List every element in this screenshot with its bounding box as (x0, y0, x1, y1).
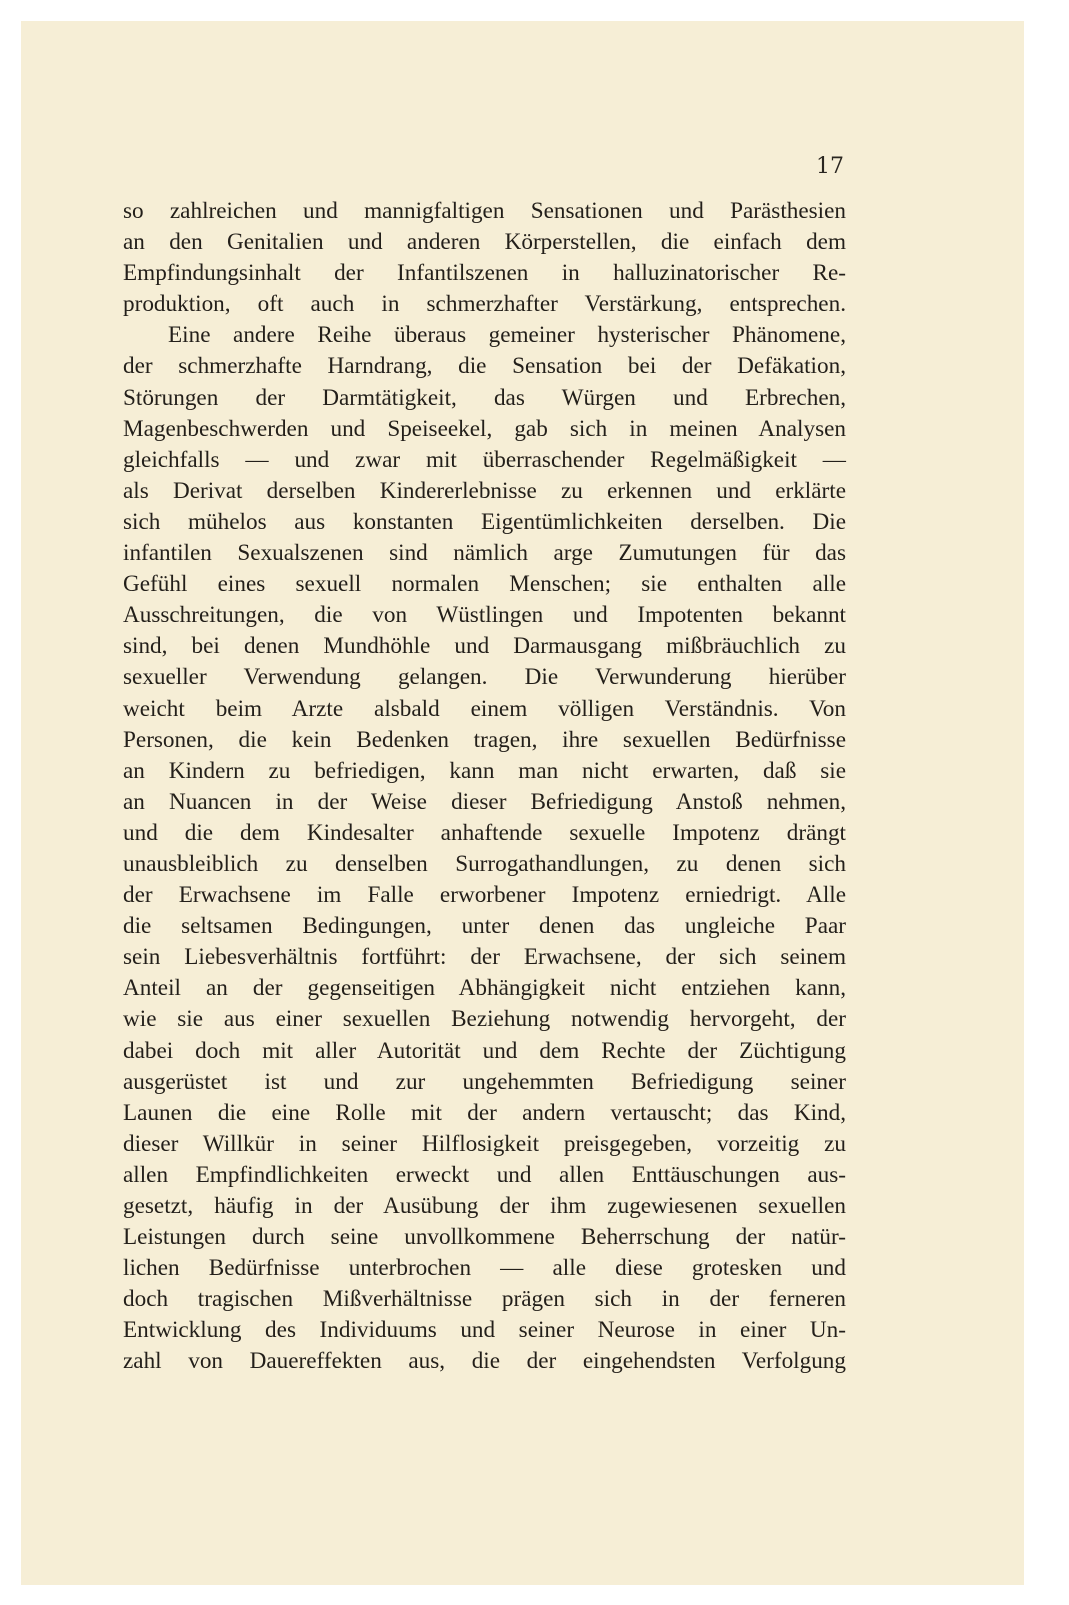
text-line: so zahlreichen und mannigfaltigen Sensationen und Parästhesien (123, 198, 846, 224)
text-line: allen Empfindlichkeiten erweckt und allen Enttäuschungen aus- (123, 1161, 846, 1188)
text-line: an Kindern zu befriedigen, kann man nicht erwarten, daß sie (123, 757, 846, 784)
text-line: Störungen der Darmtätigkeit, das Würgen und Erbrechen, (123, 384, 846, 411)
text-line: unausbleiblich zu denselben Surrogathandlungen, zu denen sich (123, 850, 846, 877)
text-line: sich mühelos aus konstanten Eigentümlichkeiten derselben. Die (123, 508, 846, 535)
text-line: Launen die eine Rolle mit der andern vertauscht; das Kind, (123, 1099, 846, 1126)
text-line: gleichfalls — und zwar mit überraschender Regelmäßigkeit — (123, 446, 846, 473)
text-line: Empfindungsinhalt der Infantilszenen in halluzinatorischer Re- (123, 260, 846, 287)
text-line: Magenbeschwerden und Speiseekel, gab sich in meinen Analysen (123, 415, 846, 442)
text-line: sind, bei denen Mundhöhle und Darmausgang mißbräuchlich zu (123, 633, 846, 660)
text-line: Entwicklung des Individuums und seiner Neurose in einer Un- (123, 1317, 846, 1344)
text-line: dieser Willkür in seiner Hilflosigkeit preisgegeben, vorzeitig zu (123, 1130, 846, 1157)
text-line: wie sie aus einer sexuellen Beziehung notwendig hervorgeht, der (123, 1006, 846, 1033)
text-line: Leistungen durch seine unvollkommene Beherrschung der natür- (123, 1224, 846, 1251)
text-line: der schmerzhafte Harndrang, die Sensation bei der Defäkation, (123, 353, 846, 380)
text-line: an den Genitalien und anderen Körperstellen, die einfach dem (123, 229, 846, 256)
text-line: doch tragischen Mißverhältnisse prägen sich in der ferneren (123, 1286, 846, 1313)
text-line: und die dem Kindesalter anhaftende sexuelle Impotenz drängt (123, 819, 846, 846)
text-line: dabei doch mit aller Autorität und dem Rechte der Züchtigung (123, 1037, 846, 1064)
text-line: gesetzt, häufig in der Ausübung der ihm zugewiesenen sexuellen (123, 1193, 846, 1219)
text-line: lichen Bedürfnisse unterbrochen — alle diese grotesken und (123, 1255, 846, 1282)
text-line: produktion, oft auch in schmerzhafter Verstärkung, entsprechen. (123, 291, 846, 318)
text-line: ausgerüstet ist und zur ungehemmten Befriedigung seiner (123, 1068, 846, 1095)
text-line: infantilen Sexualszenen sind nämlich arge Zumutungen für das (123, 540, 846, 567)
text-line: der Erwachsene im Falle erworbener Impotenz erniedrigt. Alle (123, 882, 846, 909)
text-line: sein Liebesverhältnis fortführt: der Erwachsene, der sich seinem (123, 944, 846, 971)
text-line: als Derivat derselben Kindererlebnisse zu erkennen und erklärte (123, 477, 846, 504)
text-line: Anteil an der gegenseitigen Abhängigkeit nicht entziehen kann, (123, 975, 846, 1002)
page-number: 17 (816, 154, 844, 179)
text-line: Ausschreitungen, die von Wüstlingen und Impotenten bekannt (123, 602, 846, 629)
text-line: Eine andere Reihe überaus gemeiner hysterischer Phänomene, (168, 322, 846, 349)
text-line: die seltsamen Bedingungen, unter denen das ungleiche Paar (123, 913, 846, 940)
text-line: Gefühl eines sexuell normalen Menschen; sie enthalten alle (123, 571, 846, 598)
body-text (123, 196, 846, 1378)
text-line: sexueller Verwendung gelangen. Die Verwunderung hierüber (123, 664, 846, 691)
text-line: an Nuancen in der Weise dieser Befriedigung Anstoß nehmen, (123, 788, 846, 815)
text-line: weicht beim Arzte alsbald einem völligen Verständnis. Von (123, 695, 846, 722)
text-line: zahl von Dauereffekten aus, die der eingehendsten Verfolgung (123, 1348, 846, 1375)
text-line: Personen, die kein Bedenken tragen, ihre sexuellen Bedürfnisse (123, 726, 846, 753)
